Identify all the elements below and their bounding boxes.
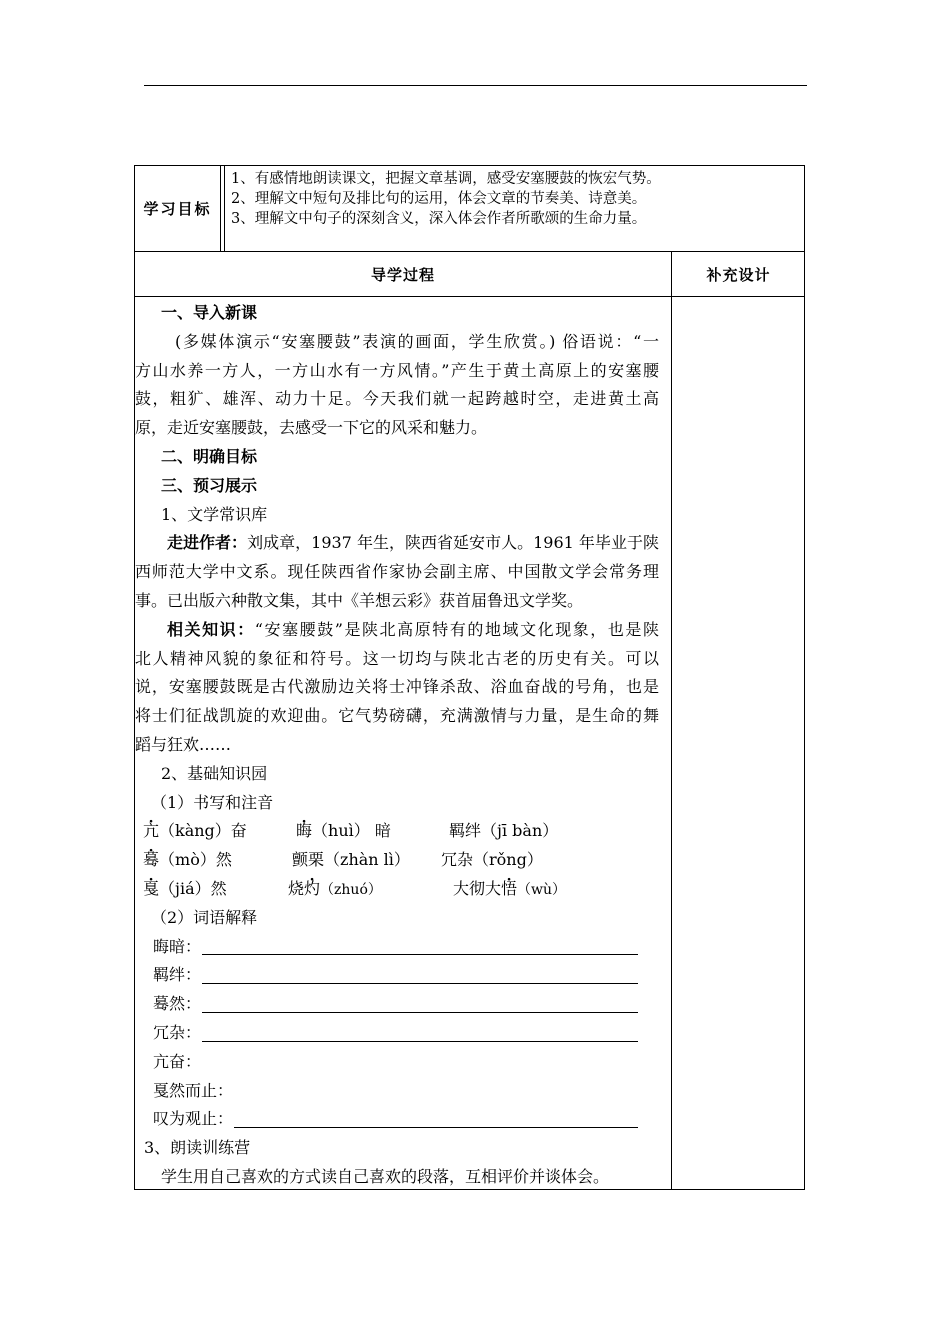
paragraph-line: 将士们征战凯旋的欢迎曲。它气势磅礴，充满激情与力量，是生命的舞 (135, 706, 659, 726)
header-divider (135, 296, 804, 297)
paragraph-line: 鼓，粗犷、雄浑、动力十足。今天我们就一起跨越时空，走进黄土高 (135, 389, 659, 409)
subsection-title: （2）词语解释 (151, 907, 258, 927)
term-label: 蓦然： (153, 994, 202, 1014)
paragraph-line: (多媒体演示“安塞腰鼓”表演的画面，学生欣赏。) 俗语说：“一 (175, 331, 659, 351)
goals-table (134, 165, 805, 252)
pinyin-item: 亢（kàng）奋 (143, 821, 247, 841)
paragraph-line: 学生用自己喜欢的方式读自己喜欢的段落，互相评价并谈体会。 (161, 1166, 610, 1186)
goals-label: 学习目标 (143, 200, 212, 218)
answer-line (202, 954, 638, 955)
pinyin-item: 冗杂（rǒng） (441, 850, 543, 870)
pinyin-item: 蓦（mò）然 (143, 850, 232, 870)
term-row (135, 1048, 671, 1077)
paragraph-line: 北人精神风貌的象征和符号。这一切均与陕北古老的历史有关。可以 (135, 648, 659, 668)
term-row (135, 990, 671, 1019)
goals-divider (220, 166, 221, 251)
paragraph-line: 西师范大学中文系。现任陕西省作家协会副主席、中国散文学会常务理 (135, 562, 659, 582)
term-label: 叹为观止： (153, 1109, 234, 1129)
goal-item: 1、有感情地朗读课文，把握文章基调，感受安塞腰鼓的恢宏气势。 (231, 171, 661, 187)
goals-list (231, 169, 798, 229)
column-divider (671, 252, 672, 1189)
term-label: 戛然而止： (153, 1080, 234, 1100)
pinyin-row (135, 875, 671, 904)
answer-line (202, 1012, 638, 1013)
term-row (135, 1105, 671, 1134)
term-row (135, 1077, 671, 1106)
header-rule (144, 85, 807, 86)
term-label: 亢奋： (153, 1051, 202, 1071)
paragraph-line: 方山水养一方人，一方山水有一方风情。”产生于黄土高原上的安塞腰 (135, 360, 659, 380)
term-label: 冗杂： (153, 1022, 202, 1042)
answer-line (202, 1041, 638, 1042)
process-header: 导学过程 (370, 265, 435, 284)
subsection-title: 3、朗读训练营 (144, 1138, 251, 1158)
supplement-header: 补充设计 (706, 265, 771, 284)
pinyin-item: 烧灼（zhuó） (288, 878, 382, 898)
pinyin-row (135, 817, 671, 846)
answer-line (202, 983, 638, 984)
paragraph-line: 相关知识：“安塞腰鼓”是陕北高原特有的地域文化现象，也是陕 (167, 619, 659, 639)
author-label: 走进作者： (167, 533, 248, 553)
subsection-title: 1、文学常识库 (161, 504, 268, 524)
term-row (135, 1019, 671, 1048)
paragraph-line: 事。已出版六种散文集，其中《羊想云彩》获首届鲁迅文学奖。 (135, 590, 584, 610)
term-row (135, 933, 671, 962)
pinyin-item: 戛（jiá）然 (143, 878, 227, 898)
goal-item: 2、理解文中短句及排比句的运用，体会文章的节奏美、诗意美。 (231, 191, 647, 207)
process-table (134, 252, 805, 1190)
pinyin-item: 大彻大悟（wù） (453, 878, 567, 898)
subsection-title: 2、基础知识园 (161, 763, 268, 783)
knowledge-label: 相关知识： (167, 619, 255, 639)
pinyin-item: 晦（huì） 暗 (296, 821, 391, 841)
subsection-title: （1）书写和注音 (151, 792, 274, 812)
paragraph-line: 蹈与狂欢…… (135, 734, 232, 754)
paragraph-line: 说，安塞腰鼓既是古代激励边关将士冲锋杀敌、浴血奋战的号角，也是 (135, 677, 659, 697)
paragraph-line: 走进作者：刘成章，1937 年生，陕西省延安市人。1961 年毕业于陕 (167, 533, 659, 553)
process-content (135, 299, 671, 1192)
section-goals-title: 二、明确目标 (161, 446, 258, 466)
term-label: 晦暗： (153, 936, 202, 956)
goal-item: 3、理解文中句子的深刻含义，深入体会作者所歌颂的生命力量。 (231, 211, 647, 227)
goals-divider-inner (224, 166, 225, 251)
answer-line (234, 1127, 638, 1128)
pinyin-item: 羁绊（jī bàn） (449, 821, 559, 841)
term-row (135, 961, 671, 990)
pinyin-row (135, 846, 671, 875)
section-intro-title: 一、导入新课 (161, 303, 258, 322)
paragraph-line: 原，走近安塞腰鼓，去感受一下它的风采和魅力。 (135, 418, 488, 438)
section-preview-title: 三、预习展示 (161, 475, 258, 495)
term-label: 羁绊： (153, 965, 202, 985)
pinyin-item: 颤栗（zhàn lì） (292, 850, 410, 870)
